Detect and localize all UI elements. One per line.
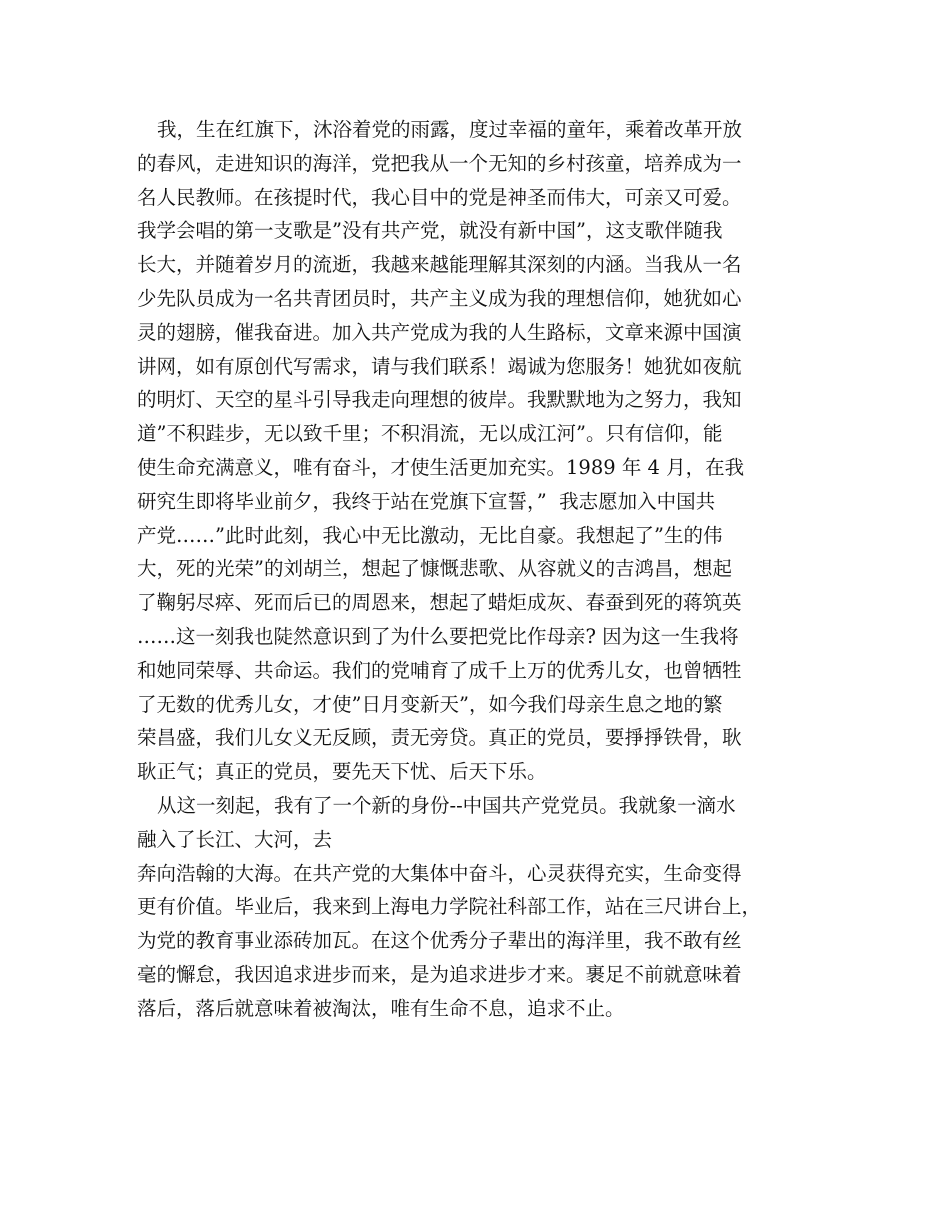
text-line: 毫的懈怠，我因追求进步而来，是为追求进步才来。裹足不前就意味着 — [137, 962, 742, 986]
text-line: 耿正气；真正的党员，要先天下忧、后天下乐。 — [137, 760, 547, 784]
text-line: 了无数的优秀儿女，才使”日月变新天”，如今我们母亲生息之地的繁 — [137, 692, 723, 716]
text-line: 的春风，走进知识的海洋，党把我从一个无知的乡村孩童，培养成为一 — [137, 151, 742, 175]
text-line: 产党……”此时此刻，我心中无比激动，无比自豪。我想起了”生的伟 — [137, 523, 723, 547]
text-line: 我，生在红旗下，沐浴着党的雨露，度过幸福的童年，乘着改革开放 — [157, 118, 743, 141]
text-line: 大，死的光荣”的刘胡兰，想起了慷慨悲歌、从容就义的吉鸿昌，想起 — [137, 557, 732, 581]
text-line: 我学会唱的第一支歌是”没有共产党，就没有新中国”，这支歌伴随我 — [137, 219, 723, 243]
text-line: 使生命充满意义，唯有奋斗，才使生活更加充实。1989 年 4 月，在我 — [137, 455, 745, 479]
text-line: 的明灯、天空的星斗引导我走向理想的彼岸。我默默地为之努力，我知 — [137, 388, 742, 412]
text-line: 落后，落后就意味着被淘汰，唯有生命不息，追求不止。 — [137, 996, 625, 1020]
text-line: 融入了长江、大河，去 — [137, 827, 333, 851]
text-line: 道”不积跬步，无以致千里；不积涓流，无以成江河”。只有信仰，能 — [137, 422, 723, 446]
text-line: 灵的翅膀，催我奋进。加入共产党成为我的人生路标，文章来源中国演 — [137, 320, 742, 344]
text-line: 了鞠躬尽瘁、死而后已的周恩来，想起了蜡炬成灰、春蚕到死的蒋筑英 — [137, 591, 742, 615]
text-line: 研究生即将毕业前夕，我终于站在党旗下宣誓，” 我志愿加入中国共 — [137, 489, 716, 513]
text-line: 从这一刻起，我有了一个新的身份--中国共产党党员。我就象一滴水 — [157, 793, 736, 817]
text-line: 少先队员成为一名共青团员时，共产主义成为我的理想信仰，她犹如心 — [137, 286, 742, 310]
text-line: 为党的教育事业添砖加瓦。在这个优秀分子辈出的海洋里，我不敢有丝 — [137, 929, 742, 953]
text-line: 名人民教师。在孩提时代，我心目中的党是神圣而伟大，可亲又可爱。 — [137, 185, 742, 209]
text-line: 长大，并随着岁月的流逝，我越来越能理解其深刻的内涵。当我从一名 — [137, 253, 742, 277]
text-line: 讲网，如有原创代写需求，请与我们联系！竭诚为您服务！她犹如夜航 — [137, 354, 742, 378]
document-body — [137, 113, 827, 1026]
text-line: 和她同荣辱、共命运。我们的党哺育了成千上万的优秀儿女，也曾牺牲 — [137, 658, 742, 682]
text-line: 奔向浩翰的大海。在共产党的大集体中奋斗，心灵获得充实，生命变得 — [137, 861, 742, 885]
text-line: 更有价值。毕业后，我来到上海电力学院社科部工作，站在三尺讲台上， — [137, 895, 762, 919]
text-line: 荣昌盛，我们儿女义无反顾，责无旁贷。真正的党员，要掙掙铁骨，耿 — [137, 726, 742, 750]
text-line: ……这一刻我也陡然意识到了为什么要把党比作母亲? 因为这一生我将 — [137, 624, 739, 648]
